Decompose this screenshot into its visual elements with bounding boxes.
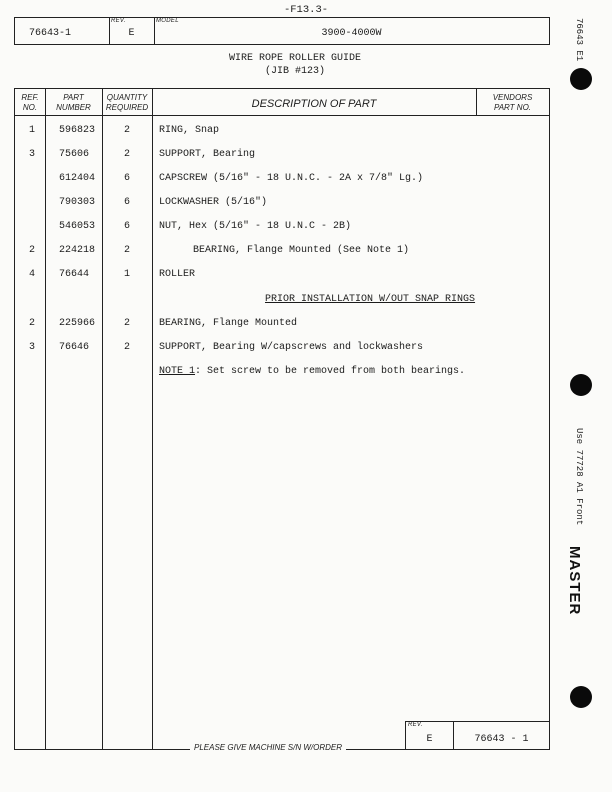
footer-part-number: 76643 - 1 (474, 734, 529, 745)
table-row (15, 245, 549, 261)
col-part-line1: PART (63, 93, 84, 102)
table-row (15, 173, 549, 189)
note (159, 366, 465, 377)
col-qty-header (102, 93, 152, 113)
row-qty: 2 (124, 318, 131, 329)
col-ref-header (15, 93, 45, 113)
header-box (14, 17, 550, 45)
title-line1: WIRE ROPE ROLLER GUIDE (228, 53, 362, 64)
punch-hole-bottom (570, 686, 592, 708)
note-text: : Set screw to be removed from both bearings. (195, 366, 466, 377)
row-part: 76646 (59, 342, 90, 353)
rev-label: REV. (111, 18, 126, 24)
row-ref: 2 (29, 245, 36, 256)
row-desc: RING, Snap (159, 125, 220, 136)
table-row (15, 342, 549, 358)
col-vendor-line2: PART NO. (493, 103, 532, 112)
punch-hole-top (570, 68, 592, 90)
table-row (15, 318, 549, 334)
row-qty: 2 (124, 149, 131, 160)
master-stamp: MASTER (566, 546, 583, 616)
footer-instruction: PLEASE GIVE MACHINE S/N W/ORDER (190, 743, 346, 752)
col-part-header (45, 93, 102, 113)
title-line2: (JIB #123) (264, 66, 325, 77)
model-value: 3900-4000W (321, 28, 382, 39)
table-row (15, 125, 549, 141)
parts-table (14, 88, 550, 750)
row-part: 76644 (59, 269, 90, 280)
row-part: 225966 (59, 318, 96, 329)
table-row (15, 269, 549, 285)
row-part: 596823 (59, 125, 96, 136)
row-desc: SUPPORT, Bearing W/capscrews and lockwashers (159, 342, 424, 353)
row-ref: 4 (29, 269, 36, 280)
page-number: -F13.3- (283, 4, 329, 16)
header-part-number: 76643-1 (29, 28, 72, 39)
footer-rev-value: E (426, 734, 433, 745)
margin-top-right-text: 76643 E1 (574, 18, 584, 62)
row-qty: 2 (124, 125, 131, 136)
col-part-line2: NUMBER (56, 103, 91, 112)
col-vendor-line1: VENDORS (492, 93, 533, 102)
rev-value: E (128, 28, 135, 39)
row-desc: NUT, Hex (5/16" - 18 U.N.C - 2B) (159, 221, 352, 232)
section-heading: PRIOR INSTALLATION W/OUT SNAP RINGS (265, 294, 476, 305)
row-qty: 2 (124, 342, 131, 353)
col-ref-line2: NO. (22, 103, 38, 112)
table-row (15, 221, 549, 237)
note-row (15, 366, 549, 382)
row-ref: 2 (29, 318, 36, 329)
row-ref: 1 (29, 125, 36, 136)
footer-rev-label: REV. (408, 722, 423, 728)
row-part: 612404 (59, 173, 96, 184)
margin-side-text: Use 77728 A1 Front (574, 428, 584, 526)
row-desc: LOCKWASHER (5/16") (159, 197, 268, 208)
model-label: MODEL (156, 18, 179, 24)
row-qty: 2 (124, 245, 131, 256)
row-desc: SUPPORT, Bearing (159, 149, 256, 160)
row-desc: ROLLER (159, 269, 196, 280)
col-desc-header: DESCRIPTION OF PART (251, 98, 377, 110)
col-qty-line1: QUANTITY (106, 93, 148, 102)
table-row (15, 197, 549, 213)
row-ref: 3 (29, 149, 36, 160)
col-ref-line1: REF. (21, 93, 39, 102)
row-qty: 6 (124, 173, 131, 184)
col-vendor-header (476, 93, 549, 113)
row-part: 75606 (59, 149, 90, 160)
row-part: 546053 (59, 221, 96, 232)
row-ref: 3 (29, 342, 36, 353)
note-label: NOTE 1 (159, 366, 196, 377)
row-qty: 6 (124, 197, 131, 208)
row-qty: 1 (124, 269, 131, 280)
row-part: 224218 (59, 245, 96, 256)
footer-rev-box (405, 721, 550, 750)
punch-hole-middle (570, 374, 592, 396)
row-desc: BEARING, Flange Mounted (159, 318, 298, 329)
table-row (15, 149, 549, 165)
col-qty-line2: REQUIRED (105, 103, 149, 112)
row-part: 790303 (59, 197, 96, 208)
row-desc: BEARING, Flange Mounted (See Note 1) (193, 245, 410, 256)
row-desc: CAPSCREW (5/16" - 18 U.N.C. - 2A x 7/8" Lg.) (159, 173, 424, 184)
row-qty: 6 (124, 221, 131, 232)
